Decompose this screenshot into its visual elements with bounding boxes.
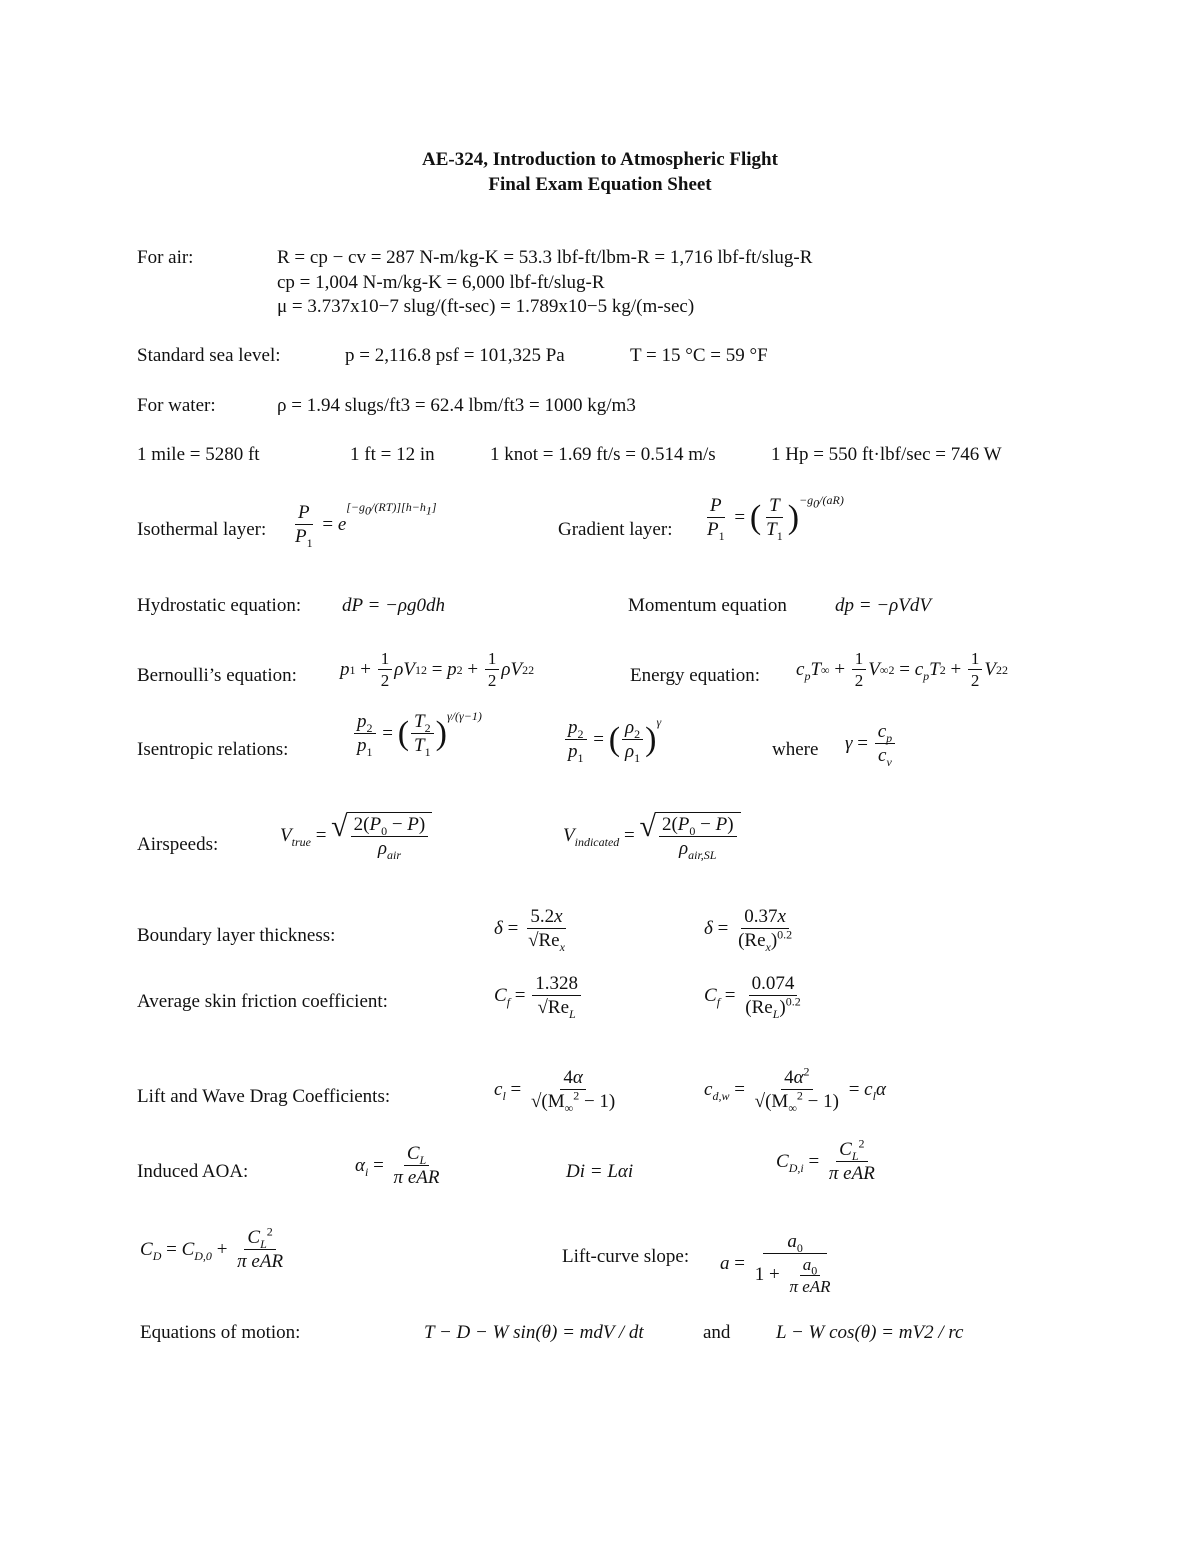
sea-level-temperature: T = 15 °C = 59 °F [630,345,768,366]
gradient-equation: P $P_1$ = ( T $T_1$ ) $-g_0/(aR)$ [707,493,844,543]
energy-equation: $c_pT$ ∞ + 1 2 V ∞ 2 = $c_pT$ 2 + 1 2 V 2 2 [796,649,1009,690]
gradient-label: Gradient layer: [558,519,673,540]
induced-aoa-label: Induced AOA: [137,1161,249,1182]
and-label: and [703,1322,731,1343]
where-label: where [772,739,819,760]
isentropic-temperature-equation: $p_2$ $p_1$ = ( $T_2$ $T_1$ ) γ/(γ−1) [352,712,482,755]
induced-drag-equation: Di = Lαi [566,1161,634,1182]
air-gas-constant: R = cp − cv = 287 N-m/kg-K = 53.3 lbf-ft/lbm-R = 1,716 lbf-ft/slug-R [277,247,813,268]
laminar-skin-friction-equation: $C_f$ = 1.328 $√Re_L$ [494,974,583,1017]
wave-drag-equation: $c_{d,w}$ = $4\alpha^2$ $√(M_\infty^2 - 1)$ = $c_l\alpha$ [704,1064,886,1115]
horsepower-conversion: 1 Hp = 550 ft·lbf/sec = 746 W [771,444,1002,465]
motion-label: Equations of motion: [140,1322,301,1343]
water-density: ρ = 1.94 slugs/ft3 = 62.4 lbm/ft3 = 1000 kg/m3 [277,395,636,416]
isentropic-label: Isentropic relations: [137,739,289,760]
induced-aoa-equation: $\alpha_i$ = $C_L$ π eAR [355,1143,440,1188]
page-title: AE-324, Introduction to Atmospheric Flight [422,149,778,170]
bernoulli-label: Bernoulli’s equation: [137,665,297,686]
lift-curve-slope-equation: a = $a_0$ 1 + $a_0$ π eAR [720,1231,831,1296]
sea-level-pressure: p = 2,116.8 psf = 101,325 Pa [345,345,565,366]
boundary-layer-label: Boundary layer thickness: [137,925,336,946]
turbulent-skin-friction-equation: $C_f$ = 0.074 $(Re_L)^{0.2}$ [704,973,801,1021]
skin-friction-label: Average skin friction coefficient: [137,991,388,1012]
induced-drag-coefficient-equation: $C_{D,i}$ = $C_L^2$ π eAR [776,1136,875,1184]
drag-polar-equation: $C_D$ = $C_{D,0}$ + $C_L^2$ π eAR [140,1224,284,1272]
normal-motion-equation: L − W cos(θ) = mV2 / rc [776,1322,964,1343]
tangential-motion-equation: T − D − W sin(θ) = mdV / dt [424,1322,644,1343]
energy-label: Energy equation: [630,665,760,686]
air-label: For air: [137,247,194,268]
isothermal-equation: P $P_1$ = e $[-g_0/(RT)][h-h_1]$ [295,500,437,550]
knot-conversion: 1 knot = 1.69 ft/s = 0.514 m/s [490,444,716,465]
true-airspeed-equation: $V_{true}$ = √ $2(P_0 - P)$ $\rho_{air}$ [280,812,432,858]
momentum-equation: dp = −ρVdV [835,595,931,616]
water-label: For water: [137,395,216,416]
page-subtitle: Final Exam Equation Sheet [488,174,712,195]
foot-conversion: 1 ft = 12 in [350,444,435,465]
air-viscosity: μ = 3.737x10−7 slug/(ft-sec) = 1.789x10−5 kg/(m-sec) [277,296,695,317]
bernoulli-equation: p 1 + 1 2 ρV 1 2 = p 2 + 1 2 ρV 2 2 [340,649,535,690]
supersonic-lift-equation: $c_l$ = 4α $√(M_\infty^2 - 1)$ [494,1067,616,1115]
isothermal-label: Isothermal layer: [137,519,267,540]
turbulent-thickness-equation: δ = 0.37x $(Re_x)^{0.2}$ [704,906,793,954]
lift-wave-drag-label: Lift and Wave Drag Coefficients: [137,1086,391,1107]
airspeeds-label: Airspeeds: [137,834,219,855]
gamma-definition: γ = $c_p$ $c_v$ [845,722,897,765]
hydrostatic-label: Hydrostatic equation: [137,595,302,616]
mile-conversion: 1 mile = 5280 ft [137,444,260,465]
sea-level-label: Standard sea level: [137,345,281,366]
lift-curve-label: Lift-curve slope: [562,1246,690,1267]
momentum-label: Momentum equation [628,595,787,616]
isentropic-density-equation: $p_2$ $p_1$ = ( $\rho_2$ $\rho_1$ ) γ [563,718,661,761]
hydrostatic-equation: dP = −ρg0dh [342,595,446,616]
laminar-thickness-equation: δ = 5.2x $√Re_x$ [494,906,565,954]
air-cp: cp = 1,004 N-m/kg-K = 6,000 lbf-ft/slug-R [277,272,605,293]
indicated-airspeed-equation: $V_{indicated}$ = √ $2(P_0 - P)$ $\rho_{air,SL}$ [563,812,741,858]
